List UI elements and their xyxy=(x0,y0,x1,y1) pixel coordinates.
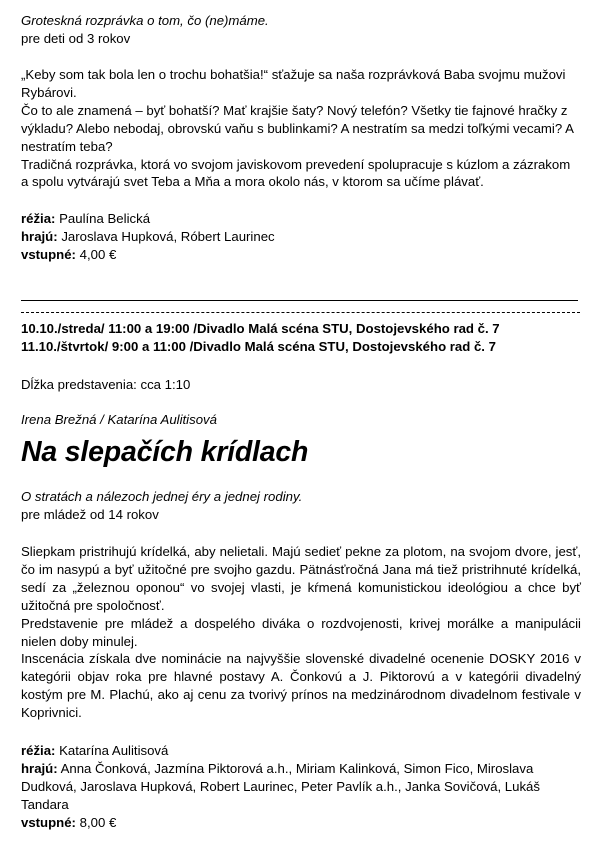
show2-credits xyxy=(21,742,581,832)
show1-header xyxy=(21,12,581,48)
show1-paragraph: Čo to ale znamená – byť bohatší? Mať krajšie šaty? Nový telefón? Všetky tie fajnové hračky z výkladu? Alebo nebodaj, obrovskú vaňu s bublinkami? A nestratím sa medzi toľkými vecami? A nestratím teba? xyxy=(21,102,574,154)
credit-value: Anna Čonková, Jazmína Piktorová a.h., Miriam Kalinková, Simon Fico, Miroslava Dudková, Jaroslava Hupková, Robert Laurinec, Peter Pavlík a.h., Janka Sovičová, Lukáš Tandara xyxy=(21,760,540,812)
schedule-line: 11.10./štvrtok/ 9:00 a 11:00 /Divadlo Malá scéna STU, Dostojevského rad č. 7 xyxy=(21,338,496,354)
credit-value: Katarína Aulitisová xyxy=(59,743,169,758)
show2-director xyxy=(21,742,581,760)
show1-audience: pre deti od 3 rokov xyxy=(21,30,131,46)
show2-authors-block xyxy=(21,411,581,429)
show1-cast xyxy=(21,228,581,246)
show2-paragraph: Predstavenie pre mládež a dospelého diváka o rozdvojenosti, krivej morálke a manipulácii nielen doby minulej. xyxy=(21,615,581,649)
schedule xyxy=(21,320,596,356)
credit-label: hrajú: xyxy=(21,228,58,244)
show2-title: Na slepačích krídlach xyxy=(21,436,309,468)
duration-block xyxy=(21,376,581,394)
separator-solid xyxy=(21,300,578,301)
duration: Dĺžka predstavenia: cca 1:10 xyxy=(21,377,191,392)
credit-value: 4,00 € xyxy=(79,246,117,262)
schedule-line: 10.10./streda/ 11:00 a 19:00 /Divadlo Malá scéna STU, Dostojevského rad č. 7 xyxy=(21,321,500,336)
credit-label: réžia: xyxy=(21,211,56,226)
show1-credits xyxy=(21,210,581,264)
show1-price xyxy=(21,246,581,264)
show2-price xyxy=(21,814,581,832)
show1-subtitle: Groteskná rozprávka o tom, čo (ne)máme. xyxy=(21,13,269,28)
show1-director xyxy=(21,210,581,228)
show1-description xyxy=(21,66,581,191)
show2-cast xyxy=(21,760,581,814)
credit-value: Jaroslava Hupková, Róbert Laurinec xyxy=(61,228,275,244)
credit-label: hrajú: xyxy=(21,760,58,776)
show1-paragraph: Tradičná rozprávka, ktorá vo svojom javiskovom prevedení spolupracuje s kúzlom a zázrakom a spolu vytvárajú svet Teba a Mňa a mora okolo nás, v ktorom sa učíme plávať. xyxy=(21,156,571,190)
credit-label: vstupné: xyxy=(21,814,76,830)
show2-header xyxy=(21,488,581,524)
credit-value: 8,00 € xyxy=(79,814,117,830)
credit-value: Paulína Belická xyxy=(59,211,151,226)
show2-audience: pre mládež od 14 rokov xyxy=(21,506,159,522)
show2-description xyxy=(21,543,581,722)
credit-label: réžia: xyxy=(21,743,56,758)
credit-label: vstupné: xyxy=(21,246,76,262)
show2-paragraph: Inscenácia získala dve nominácie na najvyššie slovenské divadelné ocenenie DOSKY 2016 v kategórii objav roka pre hlavné postavy A. Čonkovú a J. Piktorovú a v kategórii divadelný kostým pre M. Plachú, ako aj cenu za tvorivý prínos na medzinárodnom divadelnom festivale v Koprivnici. xyxy=(21,651,581,721)
show2-subtitle: O stratách a nálezoch jednej éry a jednej rodiny. xyxy=(21,489,303,504)
show2-authors: Irena Brežná / Katarína Aulitisová xyxy=(21,412,217,427)
separator-dashed xyxy=(21,312,580,313)
show2-paragraph: Sliepkam pristrihujú krídelká, aby nelietali. Majú sedieť pekne za plotom, na svojom dvore, jesť, čo im nasypú a byť užitočné pre svojho gazdu. Pätnásťročná Jana má tiež pristrihnuté krídelká, sedí za „železnou oponou“ vo svojej vlasti, je kŕmená komunistickou ideológiou a chce byť užitočná pre spoločnosť. xyxy=(21,544,581,613)
show1-paragraph: „Keby som tak bola len o trochu bohatšia!“ sťažuje sa naša rozprávková Baba svojmu mužovi Rybárovi. xyxy=(21,67,566,100)
